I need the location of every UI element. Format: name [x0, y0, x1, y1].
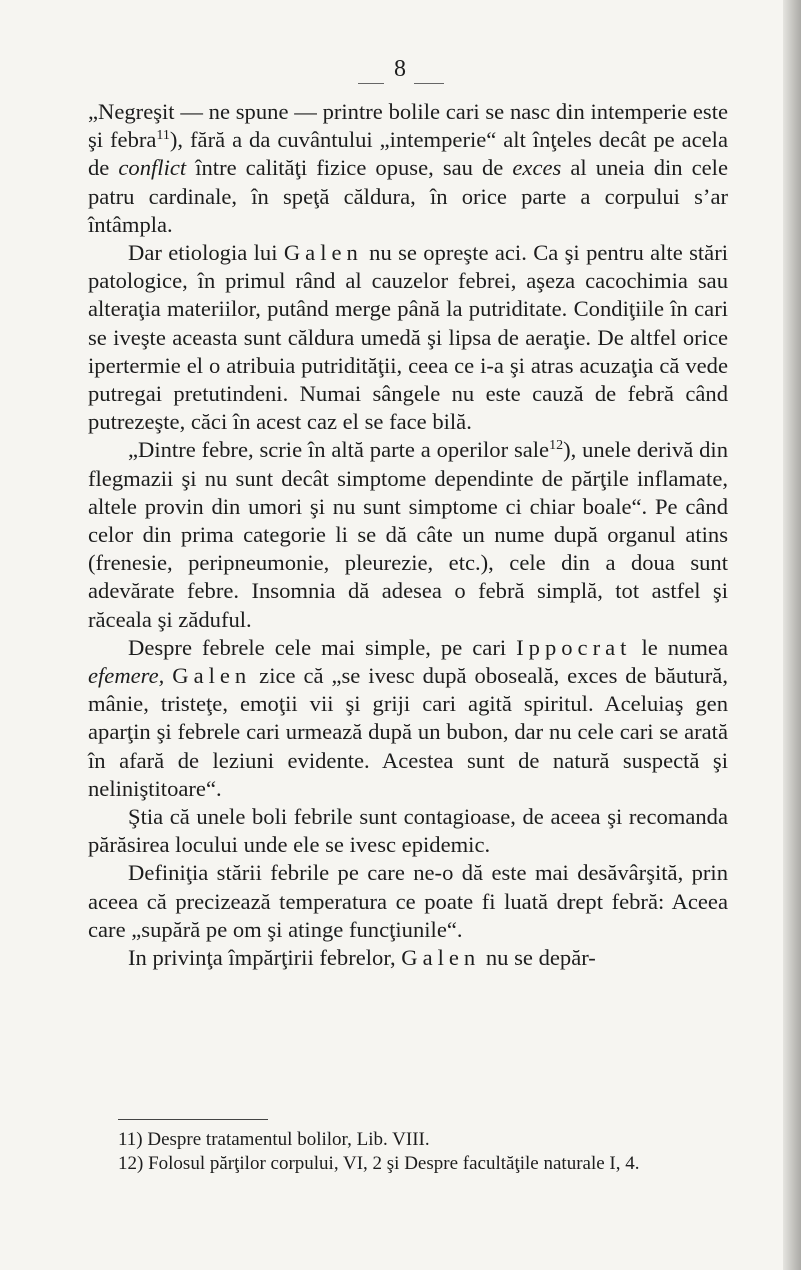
- page-number-rule-right: [414, 83, 444, 84]
- paragraph-6: Definiţia stării febrile pe care ne-o dă este mai desăvârşită, prin aceea că precizează temperatura ce poate fi luată drept febră: Aceea care „supără pe om şi atinge funcţiunile“.: [88, 860, 728, 942]
- emphasis-exces: exces: [512, 155, 562, 181]
- paragraph-5: Ştia că unele boli febrile sunt contagioase, de aceea şi recomanda părăsirea locului unde ele se ivesc epidemic.: [88, 804, 728, 858]
- paragraph-4: Despre febrele cele mai simple, pe cari Ippocrat le numea efemere, Galen zice că „se ivesc după oboseală, exces de băutură, mânie, tristeţe, emoţii vii şi griji cari agită spiritul. Aceluiaş gen aparţin şi febrele cari urmează după un bubon, dar nu cele cari se arată în afară de leziuni evidente. Acestea sunt de natură suspectă şi neliniştitoare“.: [88, 634, 728, 801]
- footnote-separator: [118, 1119, 268, 1120]
- footnote-ref-11: 11: [156, 128, 170, 144]
- paragraph-2: Dar etiologia lui Galen nu se opreşte aci. Ca şi pentru alte stări patologice, în primul rând al cauzelor febrei, aşeza cacochimia sau alteraţia materiilor, putând merge până la putriditate. Condiţiile în cari se iveşte aceasta sunt căldura umedă şi lipsa de aeraţie. De altfel orice ipertermie el o atribuia putridităţii, ceea ce i-a şi atras acuzaţia că vede putregai pretutindeni. Numai sângele nu este cauză de febră când putrezeşte, căci în acest caz el se face bilă.: [88, 240, 728, 435]
- paragraph-7: In privinţa împărţirii febrelor, Galen nu se depăr-: [128, 945, 596, 971]
- page-number-rule-left: [358, 83, 384, 84]
- page-number: 8: [394, 56, 407, 82]
- footnote-12: 12) Folosul părţilor corpului, VI, 2 şi Despre facultăţile naturale I, 4.: [118, 1153, 640, 1174]
- name-galen: Galen: [172, 663, 252, 689]
- footnotes: [88, 1128, 728, 1176]
- emphasis-efemere: efemere,: [88, 663, 165, 689]
- paragraph-3: „Dintre febre, scrie în altă parte a operilor sale$^{12}$), unele derivă din flegmazii şi nu sunt decât simptome dependinte de părţile inflamate, altele provin din umori şi nu sunt simptome ci chiar boale“. Pe când celor din prima categorie li se dă câte un nume după organul atins (frenesie, peripneumonie, pleurezie, etc.), cele din a doua sunt adevărate febre. Insomnia dă adesea o febră simplă, tot astfel şi răceala şi zăduful.: [88, 437, 728, 632]
- name-ippocrat: Ippocrat: [516, 634, 632, 660]
- emphasis-conflict: conflict: [118, 155, 187, 181]
- footnote-ref-12: 12: [549, 438, 564, 454]
- name-galen: Galen: [283, 240, 363, 266]
- page-edge-shadow: [783, 0, 801, 1270]
- name-galen: Galen: [401, 945, 481, 971]
- body-text: [88, 98, 728, 972]
- footnote-11: 11) Despre tratamentul bolilor, Lib. VIII.: [118, 1129, 430, 1150]
- paragraph-1: „Negreşit — ne spune — printre bolile cari se nasc din intemperie este şi febra$^{11}$), fără a da cuvântului „intemperie“ alt înţeles decât pe acela de conflict între calităţi fizice opuse, sau de exces al uneia din cele patru cardinale, în speţă căldura, în orice parte a corpului s’ar întâmpla.: [88, 99, 728, 237]
